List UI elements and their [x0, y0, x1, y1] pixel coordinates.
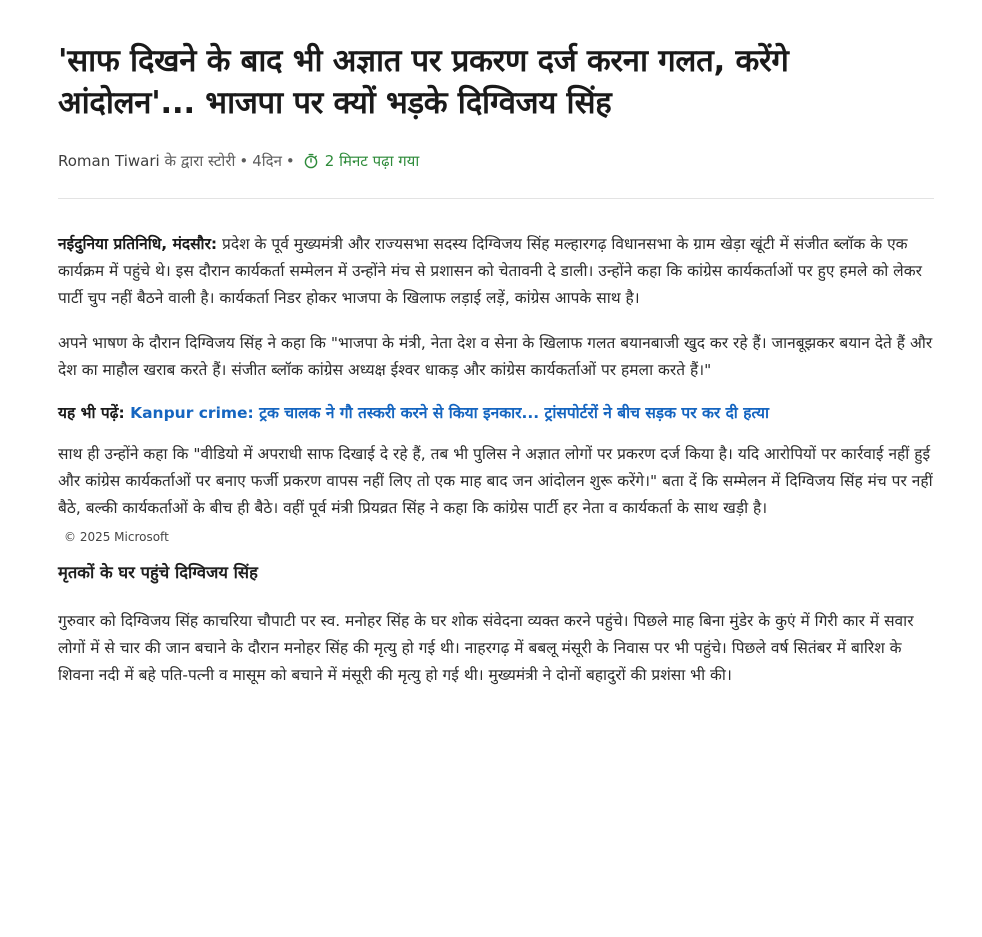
article-headline: 'साफ दिखने के बाद भी अज्ञात पर प्रकरण दर्ज करना गलत, करेंगे आंदोलन'... भाजपा पर क्यों भड़के दिग्विजय सिंह: [58, 43, 789, 121]
timer-icon: [303, 153, 319, 169]
also-read-link[interactable]: Kanpur crime: ट्रक चालक ने गौ तस्करी करने से किया इनकार... ट्रांसपोर्टरों ने बीच सड़क पर कर दी हत्या: [130, 404, 769, 422]
article-paragraph: [58, 231, 934, 312]
also-read: [58, 400, 934, 427]
byline-by-text: के द्वारा स्टोरी: [164, 152, 236, 170]
byline: [58, 150, 934, 172]
divider: [58, 198, 934, 199]
byline-separator: •: [285, 152, 295, 170]
article-paragraph: अपने भाषण के दौरान दिग्विजय सिंह ने कहा कि "भाजपा के मंत्री, नेता देश व सेना के खिलाफ गलत बयानबाजी खुद कर रहे हैं। जानबूझकर बयान देते हैं और देश का माहौल खराब करते हैं। संजीत ब्लॉक कांग्रेस अध्यक्ष ईश्वर धाकड़ और कांग्रेस कार्यकर्ताओं पर हमला करते हैं।": [58, 334, 933, 379]
author-name[interactable]: Roman Tiwari: [58, 152, 160, 170]
dateline: नईदुनिया प्रतिनिधि, मंदसौर:: [58, 235, 218, 253]
byline-separator: •: [239, 152, 249, 170]
section-subheading: मृतकों के घर पहुंचे दिग्विजय सिंह: [58, 563, 258, 582]
read-time-label: 2 मिनट पढ़ा गया: [324, 152, 420, 170]
story-age: 4दिन: [252, 152, 282, 170]
article-paragraph: गुरुवार को दिग्विजय सिंह काचरिया चौपाटी पर स्व. मनोहर सिंह के घर शोक संवेदना व्यक्त करने पहुंचे। पिछले माह बिना मुंडेर के कुएं में गिरी कार में सवार लोगों में से चार की जान बचाने के दौरान मनोहर सिंह की मृत्यु हो गई थी। नाहरगढ़ में बबलू मंसूरी के निवास पर भी पहुंचे। पिछले वर्ष सितंबर में बारिश के शिवना नदी में बहे पति-पत्नी व मासूम को बचाने में मंसूरी की मृत्यु हो गई थी। मुख्यमंत्री ने दोनों बहादुरों की प्रशंसा भी की।: [58, 612, 914, 684]
article-paragraph: साथ ही उन्होंने कहा कि "वीडियो में अपराधी साफ दिखाई दे रहे हैं, तब भी पुलिस ने अज्ञात लोगों पर प्रकरण दर्ज किया है। यदि आरोपियों पर कार्रवाई नहीं हुई और कांग्रेस कार्यकर्ताओं पर बनाए फर्जी प्रकरण वापस नहीं लिए तो एक माह बाद जन आंदोलन शुरू करेंगे।" बता दें कि सम्मेलन में दिग्विजय सिंह मंच पर नहीं बैठे, बल्की कार्यकर्ताओं के बीच ही बैठे। वहीं पूर्व मंत्री प्रियव्रत सिंह ने कहा कि कांग्रेस पार्टी हर नेता व कार्यकर्ता के साथ खड़ी है।: [58, 445, 933, 517]
also-read-label: यह भी पढ़ें:: [58, 404, 125, 422]
copyright-notice: © 2025 Microsoft: [64, 530, 169, 544]
paragraph-text: प्रदेश के पूर्व मुख्यमंत्री और राज्यसभा सदस्य दिग्विजय सिंह मल्हारगढ़ विधानसभा के ग्राम खेड़ा खूंटी में संजीत ब्लॉक के एक कार्यक्रम में पहुंचे थे। इस दौरान कार्यकर्ता सम्मेलन में उन्होंने मंच से प्रशासन को चेतावनी दे डाली। उन्होंने कहा कि कांग्रेस कार्यकर्ताओं पर हुए हमले को लेकर पार्टी चुप नहीं बैठने वाली है। कार्यकर्ता निडर होकर भाजपा के खिलाफ लड़ाई लड़ें, कांग्रेस आपके साथ है।: [58, 235, 922, 307]
read-time: [303, 150, 419, 172]
article: [58, 40, 934, 689]
